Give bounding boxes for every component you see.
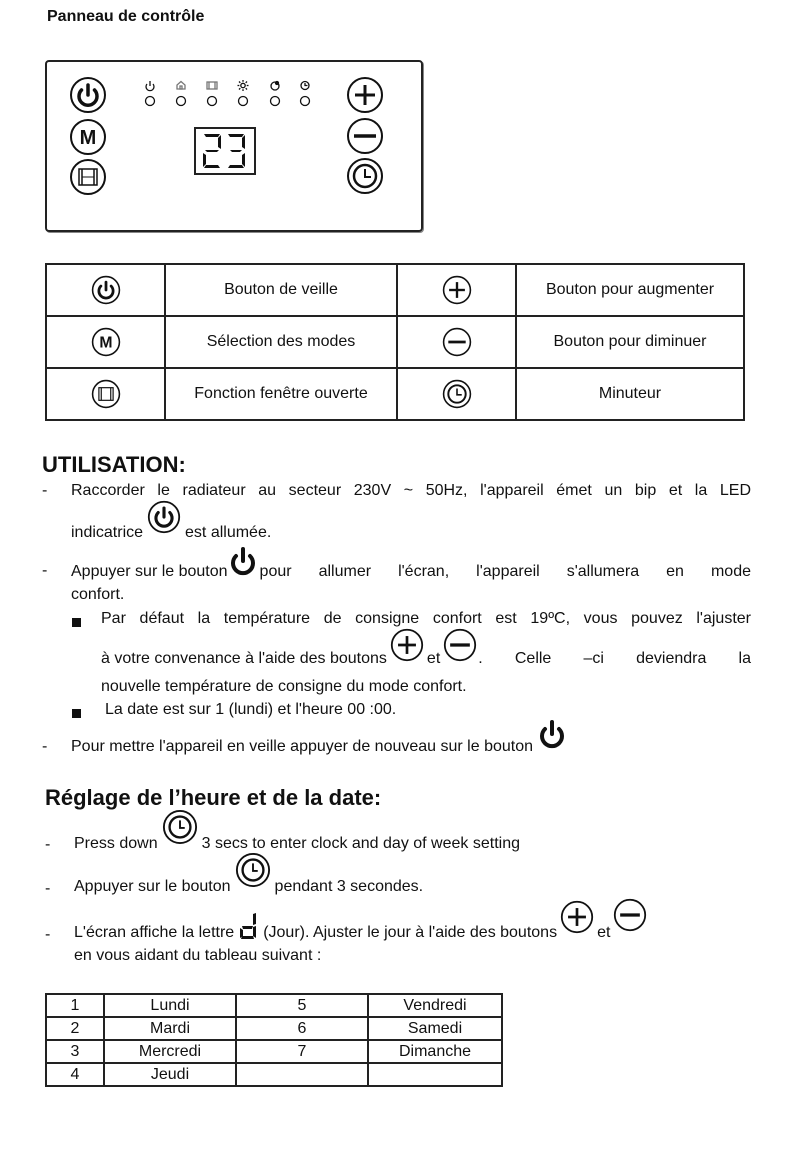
days-table <box>45 993 503 1087</box>
sub-bullet-line <box>101 632 751 668</box>
dash-bullet: - <box>42 738 48 755</box>
home-indicator-icon <box>177 82 185 90</box>
text: . Celle –ci deviendra la <box>478 649 751 667</box>
svg-text:M: M <box>79 127 97 149</box>
day-name: Vendredi <box>368 994 502 1017</box>
legend-row <box>46 264 744 316</box>
legend-label: Sélection des modes <box>165 316 397 368</box>
square-bullet <box>72 614 81 632</box>
square-bullet <box>72 705 81 723</box>
open-window-icon <box>69 158 107 196</box>
text: et <box>597 923 611 941</box>
text: pour allumer l'écran, l'appareil s'allumera en mode <box>259 562 751 580</box>
eco-indicator-icon <box>271 82 279 91</box>
day-number: 7 <box>236 1040 368 1063</box>
day-name: Dimanche <box>368 1040 502 1063</box>
plus-icon <box>346 76 384 114</box>
sun-indicator-icon <box>238 80 249 91</box>
text: indicatrice <box>71 523 144 541</box>
bullet-text: Raccorder le radiateur au secteur 230V ~ 50Hz, l'appareil émet un bip et la LED <box>71 482 751 499</box>
text: 3 secs to enter clock and day of week setting <box>201 834 520 852</box>
sub-bullet-text: La date est sur 1 (lundi) et l'heure 00 :00. <box>105 701 397 718</box>
text: Press down <box>74 834 158 852</box>
clock-icon <box>162 809 198 845</box>
legend-label: Bouton pour augmenter <box>516 264 744 316</box>
legend-row <box>46 316 744 368</box>
minus-icon <box>443 628 477 662</box>
button-legend-table <box>45 263 745 421</box>
sub-bullet-text: nouvelle température de consigne du mode confort. <box>101 678 467 695</box>
temperature-display <box>194 127 256 175</box>
bullet-text-line <box>71 506 271 542</box>
dash-bullet: - <box>45 880 51 897</box>
table-row <box>46 994 502 1017</box>
minus-icon <box>613 898 647 932</box>
day-name: Mardi <box>104 1017 236 1040</box>
timer-indicator-icon <box>301 82 309 90</box>
legend-icon-cell <box>397 368 516 420</box>
legend-icon-cell <box>397 316 516 368</box>
bullet-text-line <box>74 902 650 942</box>
day-number: 2 <box>46 1017 104 1040</box>
day-number: 3 <box>46 1040 104 1063</box>
text: et <box>426 649 441 667</box>
text: Appuyer sur le bouton <box>71 562 228 580</box>
sub-bullet-text: Par défaut la température de consigne confort est 19ºC, vous pouvez l'ajuster <box>101 610 751 627</box>
window-indicator-icon <box>207 82 217 89</box>
text: L'écran affiche la lettre <box>74 923 235 941</box>
mode-m-icon <box>91 327 121 357</box>
clock-icon <box>442 379 472 409</box>
power-icon <box>147 500 181 534</box>
dash-bullet: - <box>45 926 51 943</box>
minus-icon <box>442 327 472 357</box>
legend-label: Minuteur <box>516 368 744 420</box>
text: pendant 3 secondes. <box>274 877 424 895</box>
legend-icon-cell <box>397 264 516 316</box>
mode-m-icon <box>69 118 107 156</box>
day-number <box>236 1063 368 1086</box>
day-name: Lundi <box>104 994 236 1017</box>
bullet-text: en vous aidant du tableau suivant : <box>74 947 322 964</box>
day-number: 5 <box>236 994 368 1017</box>
day-number: 4 <box>46 1063 104 1086</box>
timer-button[interactable] <box>346 157 384 195</box>
dash-bullet: - <box>45 836 51 853</box>
legend-icon-cell <box>46 368 165 420</box>
text: Appuyer sur le bouton <box>74 877 231 895</box>
day-name: Samedi <box>368 1017 502 1040</box>
bullet-text-line <box>74 858 423 896</box>
open-window-icon <box>91 379 121 409</box>
table-row <box>46 1017 502 1040</box>
open-window-button[interactable] <box>69 158 107 196</box>
minus-icon <box>346 117 384 155</box>
day-name: Jeudi <box>104 1063 236 1086</box>
control-panel <box>45 60 423 232</box>
text: est allumée. <box>185 523 272 541</box>
utilisation-heading: UTILISATION: <box>42 452 186 477</box>
day-number: 1 <box>46 994 104 1017</box>
day-number: 6 <box>236 1017 368 1040</box>
power-icon <box>537 720 567 750</box>
standby-indicator-icon <box>146 81 154 91</box>
dash-bullet: - <box>42 482 48 499</box>
plus-icon <box>390 628 424 662</box>
svg-text:M: M <box>98 334 113 352</box>
clock-icon <box>346 157 384 195</box>
legend-label: Bouton de veille <box>165 264 397 316</box>
bullet-text-line <box>71 551 751 581</box>
bullet-text-line <box>71 722 567 756</box>
power-icon <box>69 76 107 114</box>
legend-label: Bouton pour diminuer <box>516 316 744 368</box>
reglage-heading: Réglage de l’heure et de la date: <box>45 785 382 810</box>
plus-button[interactable] <box>346 76 384 114</box>
seven-seg-d-icon <box>238 913 258 939</box>
legend-icon-cell <box>46 316 165 368</box>
table-row <box>46 1063 502 1086</box>
power-button[interactable] <box>69 76 107 114</box>
bullet-text: confort. <box>71 586 125 603</box>
text: (Jour). Ajuster le jour à l'aide des boutons <box>263 923 558 941</box>
minus-button[interactable] <box>346 117 384 155</box>
dash-bullet: - <box>42 562 48 579</box>
table-row <box>46 1040 502 1063</box>
power-icon <box>91 275 121 305</box>
legend-row <box>46 368 744 420</box>
legend-icon-cell <box>46 264 165 316</box>
mode-button[interactable] <box>69 118 107 156</box>
clock-icon <box>235 852 271 888</box>
text: à votre convenance à l'aide des boutons <box>101 649 387 667</box>
plus-icon <box>560 900 594 934</box>
power-icon <box>228 547 258 577</box>
day-name: Mercredi <box>104 1040 236 1063</box>
day-name <box>368 1063 502 1086</box>
indicator-row <box>143 80 313 110</box>
plus-icon <box>442 275 472 305</box>
bullet-text-line <box>74 815 520 853</box>
text: Pour mettre l'appareil en veille appuyer de nouveau sur le bouton <box>71 737 534 755</box>
legend-label: Fonction fenêtre ouverte <box>165 368 397 420</box>
page-title: Panneau de contrôle <box>47 8 205 25</box>
